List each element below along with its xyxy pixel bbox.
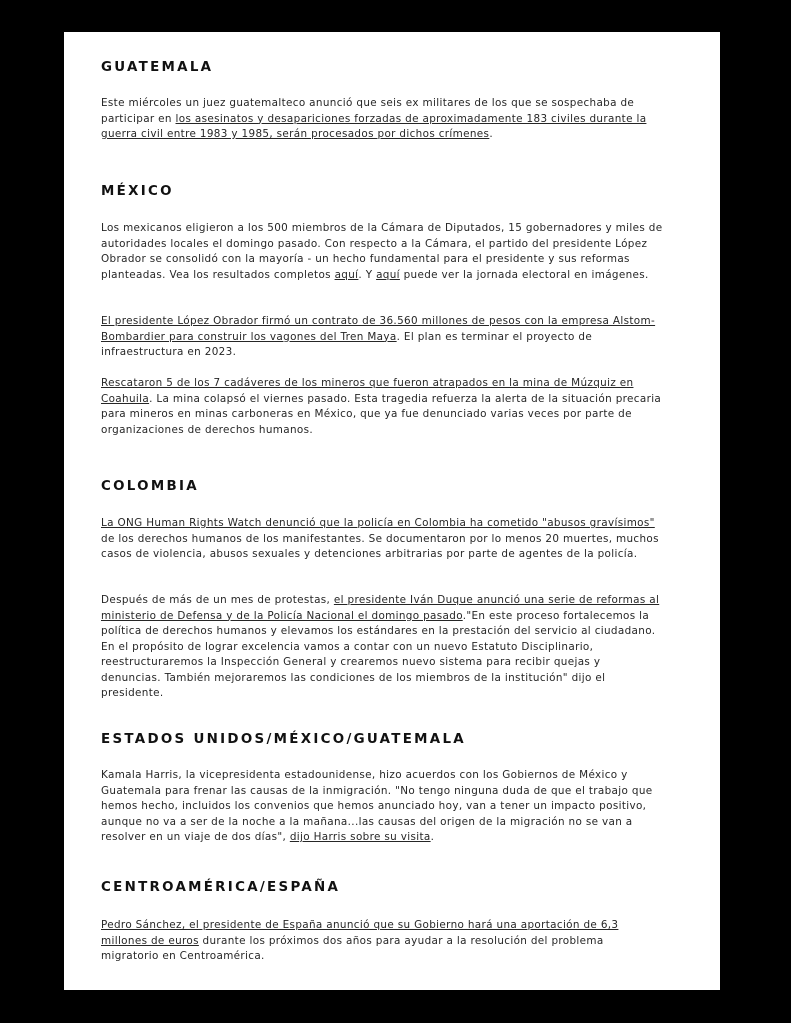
- news-link[interactable]: los asesinatos y desapariciones forzadas de aproximadamente 183 civiles durante la guerra civil entre 1983 y 1985, serán procesados por dichos crímenes: [101, 112, 647, 140]
- news-link[interactable]: El presidente López Obrador firmó un contrato de 36.560 millones de pesos con la empresa Alstom-Bombardier para construir los vagones del Tren Maya: [101, 315, 656, 343]
- section-title-mexico: MÉXICO: [101, 184, 174, 199]
- paragraph: [101, 768, 663, 846]
- news-link[interactable]: el presidente Iván Duque anunció una serie de reformas al ministerio de Defensa y de la Policía Nacional el domingo pasado: [101, 594, 660, 622]
- text-span: . El plan es terminar el proyecto de infraestructura en 2023.: [101, 330, 593, 358]
- news-link[interactable]: La ONG Human Rights Watch denunció que la policía en Colombia ha cometido "abusos gravísimos": [101, 517, 655, 529]
- text-span: . La mina colapsó el viernes pasado. Esta tragedia refuerza la alerta de la situación precaria para mineros en minas carboneras en México, que ya fue denunciado varias veces por parte de organizaciones de derechos humanos.: [101, 392, 662, 436]
- paragraph: [101, 516, 663, 563]
- section-title-colombia: COLOMBIA: [101, 479, 199, 494]
- text-span: .: [430, 831, 435, 843]
- document-page: [64, 32, 720, 990]
- section-title-guatemala: GUATEMALA: [101, 60, 214, 75]
- text-span: puede ver la jornada electoral en imágenes.: [399, 268, 649, 281]
- text-span: ."En este proceso fortalecemos la política de derechos humanos y elevamos los estándares en la prestación del servicio al ciudadano. En el propósito de lograr excelencia vamos a contar con un nuevo Estatuto Disciplinario, reestructuraremos la Inspección General y crearemos nuevo sistema para recibir quejas y denuncias. También mejoraremos las condiciones de los miembros de la institución" dijo el presidente.: [101, 609, 656, 699]
- section-title-eeuu-mexico-guatemala: ESTADOS UNIDOS/MÉXICO/GUATEMALA: [101, 732, 466, 747]
- text-span: . Y: [358, 268, 377, 281]
- text-span: Kamala Harris, la vicepresidenta estadounidense, hizo acuerdos con los Gobiernos de México y Guatemala para frenar las causas de la inmigración. "No tengo ninguna duda de que el trabajo que hemos hecho, incluidos los convenios que hemos anunciado hoy, van a tener un impacto positivo, aunque no va a ser de la noche a la mañana...las causas del origen de la migración no se van a resolver en un viaje de dos días",: [101, 769, 653, 843]
- paragraph: [101, 593, 663, 702]
- news-link[interactable]: Pedro Sánchez, el presidente de España anunció que su Gobierno hará una aportación de 6,3 millones de euros: [101, 919, 619, 947]
- section-title-centroamerica-espana: CENTROAMÉRICA/ESPAÑA: [101, 880, 341, 895]
- news-link[interactable]: Rescataron 5 de los 7 cadáveres de los mineros que fueron atrapados en la mina de Múzquiz en Coahuila: [101, 377, 634, 405]
- text-span: Después de más de un mes de protestas,: [101, 594, 334, 606]
- text-span: de los derechos humanos de los manifestantes. Se documentaron por lo menos 20 muertes, muchos casos de violencia, abusos sexuales y detenciones arbitrarias por parte de agentes de la policía.: [101, 532, 659, 560]
- paragraph: [101, 221, 663, 283]
- images-link[interactable]: aquí: [376, 268, 400, 281]
- text-span: durante los próximos dos años para ayudar a la resolución del problema migratorio en Centroamérica.: [101, 934, 604, 962]
- text-span: .: [489, 128, 493, 140]
- text-span: Este miércoles un juez guatemalteco anunció que seis ex militares de los que se sospechaba de participar en: [101, 97, 635, 125]
- paragraph: [101, 96, 663, 143]
- paragraph: [101, 314, 663, 361]
- paragraph: [101, 376, 663, 438]
- paragraph: [101, 918, 663, 965]
- results-link[interactable]: aquí: [334, 268, 359, 281]
- news-link[interactable]: dijo Harris sobre su visita: [289, 831, 431, 843]
- text-span: Los mexicanos eligieron a los 500 miembros de la Cámara de Diputados, 15 gobernadores y miles de autoridades locales el domingo pasado. Con respecto a la Cámara, el partido del presidente López Obrador se consolidó con la mayoría - un hecho fundamental para el presidente y sus reformas planteadas. Vea los resultados completos: [101, 222, 663, 281]
